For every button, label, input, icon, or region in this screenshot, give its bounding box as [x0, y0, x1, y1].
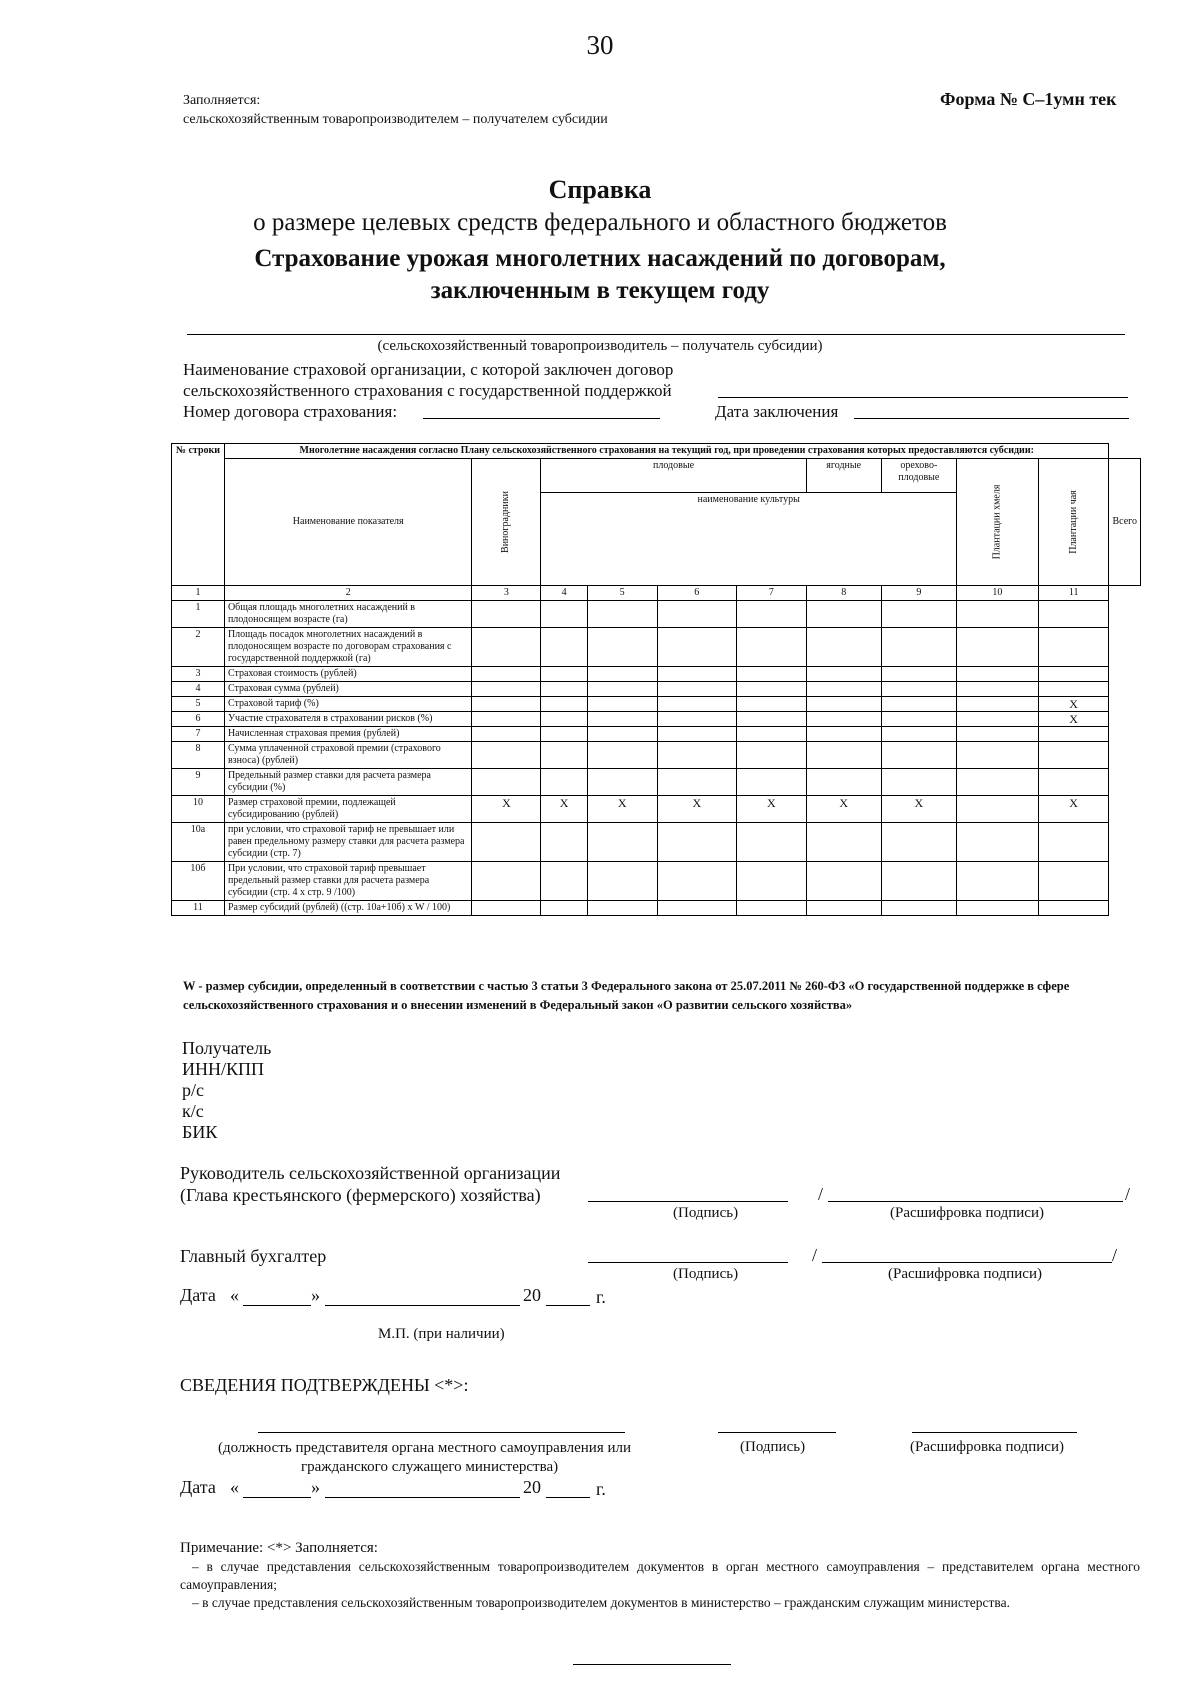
cell-value[interactable] — [587, 742, 657, 769]
cell-value[interactable] — [806, 712, 881, 727]
cell-value[interactable] — [806, 727, 881, 742]
cell-value[interactable] — [806, 628, 881, 667]
cell-value[interactable] — [1038, 628, 1109, 667]
cell-value[interactable] — [472, 628, 541, 667]
insurer-name-field[interactable] — [718, 377, 1128, 398]
subsidy-table — [171, 443, 1141, 916]
row-indicator: Страховая стоимость (рублей) — [224, 667, 471, 682]
column-number: 8 — [806, 586, 881, 601]
cell-value[interactable] — [587, 823, 657, 862]
row-indicator: при условии, что страховой тариф не превышает или равен предельному размеру ставки для расчета размера субсидии (стр. 7) — [224, 823, 471, 862]
cell-value[interactable] — [587, 601, 657, 628]
cell-value[interactable] — [587, 682, 657, 697]
row-number: 10б — [172, 862, 225, 901]
row-indicator: Размер субсидий (рублей) ((стр. 10а+10б) х W / 100) — [224, 901, 471, 916]
doc-subtitle: о размере целевых средств федерального и областного бюджетов — [253, 209, 947, 236]
table-row — [172, 667, 1141, 682]
cell-value[interactable] — [956, 601, 1038, 628]
col-fruit: плодовые — [541, 459, 806, 493]
cell-value[interactable] — [806, 601, 881, 628]
row-number: 8 — [172, 742, 225, 769]
cell-value[interactable] — [806, 901, 881, 916]
confirm-date-month-field[interactable] — [325, 1477, 520, 1498]
row-number: 9 — [172, 769, 225, 796]
accountant-signature-field[interactable] — [588, 1245, 788, 1263]
bank-ks: к/с — [182, 1101, 204, 1121]
cell-value[interactable] — [472, 682, 541, 697]
row-number: 1 — [172, 601, 225, 628]
cell-value[interactable] — [956, 628, 1038, 667]
cell-value[interactable] — [881, 601, 956, 628]
head-decoding-caption: (Расшифровка подписи) — [890, 1205, 1044, 1221]
cell-value[interactable] — [806, 823, 881, 862]
cell-value[interactable] — [881, 712, 956, 727]
cell-value[interactable] — [587, 727, 657, 742]
row-number: 2 — [172, 628, 225, 667]
cell-value[interactable] — [541, 712, 588, 727]
insurer-line-2: сельскохозяйственного страхования с государственной поддержкой — [183, 381, 672, 400]
group-header: Многолетние насаждения согласно Плану сельскохозяйственного страхования на текущий год, при проведении страхования которых предоставляются субсидии: — [224, 444, 1109, 459]
contract-date-field[interactable] — [854, 400, 1129, 419]
confirm-year-prefix: 20 — [523, 1477, 541, 1497]
cell-value[interactable] — [737, 667, 807, 682]
col-tea: Плантации чая — [1038, 459, 1109, 586]
cell-value[interactable] — [737, 901, 807, 916]
cell-value[interactable] — [587, 628, 657, 667]
date-year-suffix: г. — [596, 1287, 606, 1307]
accountant-decoding-caption: (Расшифровка подписи) — [888, 1266, 1042, 1282]
cell-not-applicable: X — [541, 796, 588, 823]
doc-title: Справка — [548, 175, 652, 204]
doc-subject-1: Страхование урожая многолетних насаждений по договорам, — [254, 245, 946, 272]
table-row — [172, 628, 1141, 667]
cell-value[interactable] — [956, 682, 1038, 697]
cell-value[interactable] — [737, 601, 807, 628]
cell-value[interactable] — [956, 727, 1038, 742]
row-indicator: Участие страхователя в страховании рисков (%) — [224, 712, 471, 727]
row-number: 6 — [172, 712, 225, 727]
cell-value[interactable] — [806, 697, 881, 712]
confirm-title: СВЕДЕНИЯ ПОДТВЕРЖДЕНЫ <*>: — [180, 1375, 469, 1395]
row-indicator: Размер страховой премии, подлежащей субсидированию (рублей) — [224, 796, 471, 823]
page-number: 30 — [586, 30, 614, 60]
cell-value[interactable] — [541, 628, 588, 667]
cell-value[interactable] — [472, 727, 541, 742]
col-hops: Плантации хмеля — [956, 459, 1038, 586]
cell-value[interactable] — [587, 697, 657, 712]
confirm-date-year-field[interactable] — [546, 1477, 590, 1498]
row-indicator: Страховой тариф (%) — [224, 697, 471, 712]
accountant-title: Главный бухгалтер — [180, 1246, 327, 1266]
cell-value[interactable] — [472, 742, 541, 769]
doc-subject-2: заключенным в текущем году — [430, 277, 770, 304]
cell-value[interactable] — [1038, 769, 1109, 796]
bank-bik: БИК — [182, 1122, 218, 1142]
head-title-2: (Глава крестьянского (фермерского) хозяйства) — [180, 1185, 541, 1205]
recipient-caption: (сельскохозяйственный товаропроизводитель – получатель субсидии) — [377, 338, 823, 354]
filled-by-value: сельскохозяйственным товаропроизводителем – получателем субсидии — [183, 112, 608, 127]
row-number: 11 — [172, 901, 225, 916]
column-number: 11 — [1038, 586, 1109, 601]
cell-value[interactable] — [881, 697, 956, 712]
confirm-decoding-caption: (Расшифровка подписи) — [910, 1439, 1064, 1455]
contract-date-label: Дата заключения — [715, 402, 839, 421]
contract-number-field[interactable] — [423, 400, 660, 419]
cell-value[interactable] — [472, 823, 541, 862]
cell-value[interactable] — [472, 769, 541, 796]
bottom-rule — [573, 1664, 731, 1665]
cell-value[interactable] — [806, 667, 881, 682]
cell-value[interactable] — [1038, 682, 1109, 697]
cell-value[interactable] — [657, 712, 737, 727]
cell-value[interactable] — [1038, 862, 1109, 901]
cell-value[interactable] — [1038, 742, 1109, 769]
column-number: 10 — [956, 586, 1038, 601]
cell-not-applicable: X — [737, 796, 807, 823]
column-numbers-row — [172, 586, 1141, 601]
accountant-decoding-field[interactable] — [822, 1245, 1112, 1263]
cell-value[interactable] — [1038, 901, 1109, 916]
date-quote-close: » — [311, 1285, 320, 1305]
cell-not-applicable: X — [1038, 712, 1109, 727]
table-row — [172, 742, 1141, 769]
table-row — [172, 682, 1141, 697]
col-nut-fruit: орехово-плодовые — [881, 459, 956, 493]
accountant-signature-caption: (Подпись) — [673, 1266, 739, 1282]
column-number: 4 — [541, 586, 588, 601]
cell-value[interactable] — [587, 712, 657, 727]
cell-value[interactable] — [956, 667, 1038, 682]
cell-value[interactable] — [472, 601, 541, 628]
cell-value[interactable] — [806, 862, 881, 901]
head-decoding-field[interactable] — [828, 1184, 1123, 1202]
cell-value[interactable] — [737, 862, 807, 901]
contract-number-label: Номер договора страхования: — [183, 402, 398, 421]
head-title-1: Руководитель сельскохозяйственной организации — [180, 1163, 561, 1183]
confirm-quote-close: » — [311, 1477, 320, 1497]
cell-value[interactable] — [657, 628, 737, 667]
column-number: 6 — [657, 586, 737, 601]
cell-value[interactable] — [1038, 601, 1109, 628]
cell-value[interactable] — [881, 769, 956, 796]
column-number: 3 — [472, 586, 541, 601]
row-indicator: Площадь посадок многолетних насаждений в плодоносящем возрасте по договорам страхования с государственной поддержкой (га) — [224, 628, 471, 667]
cell-value[interactable] — [657, 769, 737, 796]
cell-value[interactable] — [657, 862, 737, 901]
cell-value[interactable] — [806, 742, 881, 769]
cell-value[interactable] — [806, 769, 881, 796]
cell-not-applicable: X — [1038, 796, 1109, 823]
cell-value[interactable] — [1038, 823, 1109, 862]
cell-value[interactable] — [737, 823, 807, 862]
col-row-no: № строки — [172, 444, 225, 586]
cell-value[interactable] — [472, 667, 541, 682]
confirm-decoding-field[interactable] — [912, 1432, 1077, 1433]
form-number: Форма № С–1умн тек — [940, 89, 1117, 109]
cell-value[interactable] — [587, 667, 657, 682]
cell-not-applicable: X — [587, 796, 657, 823]
stamp-label: М.П. (при наличии) — [378, 1326, 505, 1342]
date-day-field[interactable] — [243, 1285, 311, 1306]
cell-value[interactable] — [587, 769, 657, 796]
row-indicator: Предельный размер ставки для расчета размера субсидии (%) — [224, 769, 471, 796]
table-row — [172, 862, 1141, 901]
table-row — [172, 697, 1141, 712]
cell-value[interactable] — [587, 901, 657, 916]
column-number: 2 — [224, 586, 471, 601]
row-indicator: Начисленная страховая премия (рублей) — [224, 727, 471, 742]
cell-value[interactable] — [587, 862, 657, 901]
cell-value[interactable] — [1038, 727, 1109, 742]
confirm-signature-caption: (Подпись) — [740, 1439, 806, 1455]
table-row — [172, 712, 1141, 727]
cell-value[interactable] — [737, 769, 807, 796]
cell-not-applicable: X — [472, 796, 541, 823]
row-number: 10а — [172, 823, 225, 862]
cell-value[interactable] — [737, 712, 807, 727]
note-title: Примечание: <*> Заполняется: — [180, 1540, 378, 1556]
column-number: 5 — [587, 586, 657, 601]
cell-value[interactable] — [472, 862, 541, 901]
col-total: Всего — [1109, 459, 1141, 586]
head-signature-caption: (Подпись) — [673, 1205, 739, 1221]
bank-recipient: Получатель — [182, 1038, 272, 1058]
filled-by-label: Заполняется: — [183, 93, 261, 108]
confirm-signature-field[interactable] — [718, 1432, 836, 1433]
recipient-line[interactable] — [187, 334, 1125, 335]
cell-not-applicable: X — [1038, 697, 1109, 712]
cell-value[interactable] — [657, 901, 737, 916]
cell-value[interactable] — [541, 742, 588, 769]
confirm-quote-open: « — [230, 1477, 239, 1497]
cell-value[interactable] — [657, 727, 737, 742]
cell-not-applicable: X — [657, 796, 737, 823]
column-number: 1 — [172, 586, 225, 601]
date-month-field[interactable] — [325, 1285, 520, 1306]
cell-value[interactable] — [1038, 667, 1109, 682]
cell-value[interactable] — [956, 823, 1038, 862]
cell-value[interactable] — [806, 682, 881, 697]
position-caption-1: (должность представителя органа местного самоуправления или — [218, 1440, 632, 1456]
cell-value[interactable] — [472, 901, 541, 916]
cell-value[interactable] — [881, 862, 956, 901]
cell-value[interactable] — [956, 742, 1038, 769]
cell-value[interactable] — [737, 727, 807, 742]
column-number: 9 — [881, 586, 956, 601]
cell-value[interactable] — [881, 742, 956, 769]
cell-value[interactable] — [541, 727, 588, 742]
cell-not-applicable: X — [881, 796, 956, 823]
footnote-w: W - размер субсидии, определенный в соответствии с частью 3 статьи 3 Федерального закона от 25.07.2011 № 260-ФЗ «О государственной поддержке в сфере сельскохозяйственного страхования и о внесении изменений в Федеральный закон «О развитии сельского хозяйства» — [183, 979, 1070, 1012]
cell-value[interactable] — [657, 682, 737, 697]
row-number: 3 — [172, 667, 225, 682]
cell-value[interactable] — [737, 628, 807, 667]
confirm-date-day-field[interactable] — [243, 1477, 311, 1498]
cell-value[interactable] — [541, 862, 588, 901]
cell-value[interactable] — [956, 796, 1038, 823]
cell-value[interactable] — [881, 667, 956, 682]
cell-value[interactable] — [956, 862, 1038, 901]
cell-value[interactable] — [881, 628, 956, 667]
date-year-field[interactable] — [546, 1285, 590, 1306]
cell-value[interactable] — [881, 682, 956, 697]
cell-value[interactable] — [541, 901, 588, 916]
confirm-date-label: Дата — [180, 1477, 216, 1497]
row-indicator: Страховая сумма (рублей) — [224, 682, 471, 697]
note-item-2: – в случае представления сельскохозяйственным товаропроизводителем документов в министерство – гражданским служащим министерства. — [192, 1595, 1010, 1610]
cell-value[interactable] — [956, 712, 1038, 727]
cell-value[interactable] — [657, 697, 737, 712]
cell-value[interactable] — [956, 901, 1038, 916]
table-row — [172, 796, 1141, 823]
head-signature-field[interactable] — [588, 1184, 788, 1202]
confirm-year-suffix: г. — [596, 1479, 606, 1499]
cell-value[interactable] — [541, 769, 588, 796]
cell-value[interactable] — [657, 742, 737, 769]
col-crop-name: наименование культуры — [541, 493, 957, 586]
table-body — [172, 601, 1141, 916]
row-number: 10 — [172, 796, 225, 823]
cell-value[interactable] — [956, 769, 1038, 796]
cell-value[interactable] — [737, 682, 807, 697]
cell-value[interactable] — [541, 682, 588, 697]
insurer-line-1: Наименование страховой организации, с которой заключен договор — [183, 360, 674, 379]
table-row — [172, 601, 1141, 628]
table-row — [172, 901, 1141, 916]
bank-rs: р/с — [182, 1080, 204, 1100]
date-year-prefix: 20 — [523, 1285, 541, 1305]
cell-value[interactable] — [881, 823, 956, 862]
table-row — [172, 769, 1141, 796]
cell-value[interactable] — [472, 712, 541, 727]
position-caption-2: гражданского служащего министерства) — [301, 1459, 559, 1475]
row-number: 7 — [172, 727, 225, 742]
note-item-1: – в случае представления сельскохозяйственным товаропроизводителем документов в орган местного самоуправления – представителем органа местного самоуправления; — [180, 1559, 1140, 1592]
cell-value[interactable] — [657, 823, 737, 862]
cell-value[interactable] — [881, 901, 956, 916]
col-indicator: Наименование показателя — [224, 459, 471, 586]
bank-inn-kpp: ИНН/КПП — [182, 1059, 265, 1079]
row-indicator: При условии, что страховой тариф превышает предельный размер ставки для расчета размера субсидии (стр. 4 х стр. 9 /100) — [224, 862, 471, 901]
date-label: Дата — [180, 1285, 216, 1305]
cell-value[interactable] — [541, 667, 588, 682]
table-row — [172, 727, 1141, 742]
cell-value[interactable] — [541, 697, 588, 712]
cell-value[interactable] — [541, 601, 588, 628]
row-indicator: Сумма уплаченной страховой премии (страхового взноса) (рублей) — [224, 742, 471, 769]
row-number: 5 — [172, 697, 225, 712]
cell-value[interactable] — [657, 601, 737, 628]
cell-value[interactable] — [956, 697, 1038, 712]
column-number: 7 — [737, 586, 807, 601]
cell-value[interactable] — [472, 697, 541, 712]
cell-value[interactable] — [541, 823, 588, 862]
cell-value[interactable] — [881, 727, 956, 742]
row-indicator: Общая площадь многолетних насаждений в плодоносящем возрасте (га) — [224, 601, 471, 628]
row-number: 4 — [172, 682, 225, 697]
cell-not-applicable: X — [806, 796, 881, 823]
col-berry: ягодные — [806, 459, 881, 493]
position-field[interactable] — [258, 1432, 625, 1433]
table-row — [172, 823, 1141, 862]
cell-value[interactable] — [737, 742, 807, 769]
col-vineyards: Виноградники — [472, 459, 541, 586]
cell-value[interactable] — [737, 697, 807, 712]
date-quote-open: « — [230, 1285, 239, 1305]
cell-value[interactable] — [657, 667, 737, 682]
